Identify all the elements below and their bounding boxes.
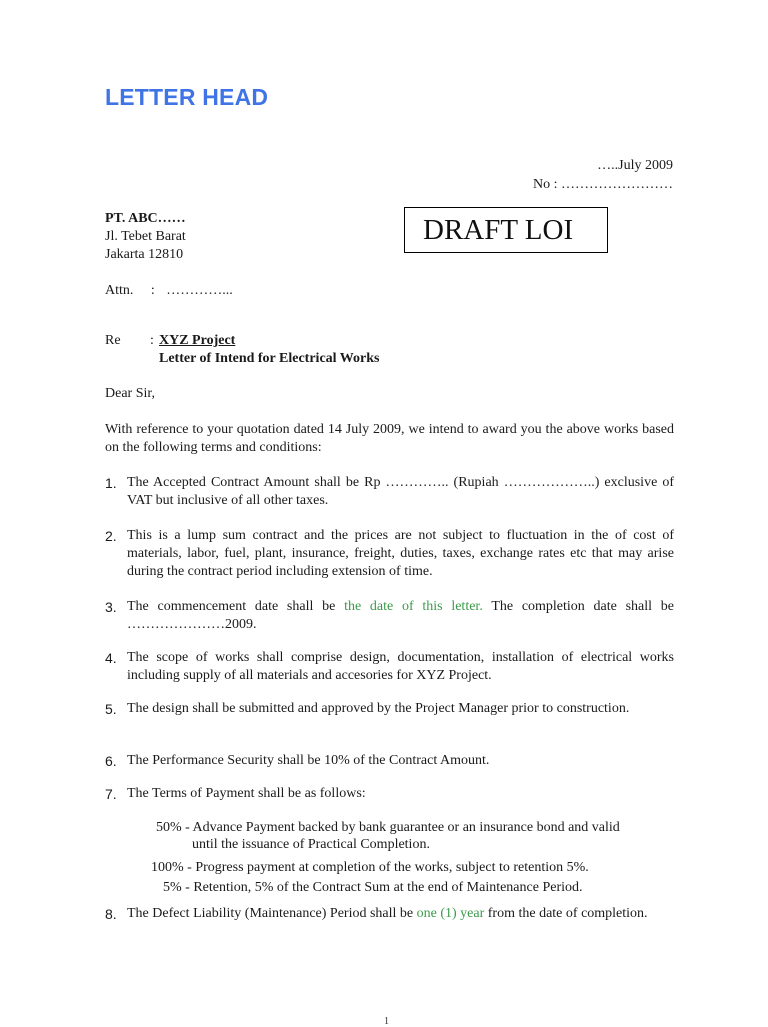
term-item-5	[105, 700, 674, 718]
term-text: The Accepted Contract Amount shall be Rp ………….. (Rupiah ………………..) exclusive of VAT but inclusive of all other taxes.	[127, 475, 674, 508]
number-line: No : ……………………	[533, 177, 673, 192]
term-number: 7.	[105, 786, 117, 802]
attention-line	[105, 283, 233, 299]
letterhead-title: LETTER HEAD	[105, 84, 269, 110]
attn-value: …………...	[166, 283, 233, 298]
term-item-3	[105, 598, 674, 634]
attn-separator: :	[150, 283, 155, 298]
term-item-2	[105, 527, 674, 581]
term-text: The design shall be submitted and approved by the Project Manager prior to construction.	[127, 701, 630, 716]
term-text-pre: The Defect Liability (Maintenance) Period shall be	[127, 906, 417, 921]
term-number: 1.	[105, 475, 117, 491]
term-text-pre: The commencement date shall be	[127, 599, 345, 614]
salutation: Dear Sir,	[105, 386, 155, 401]
term-text: The Terms of Payment shall be as follows:	[127, 786, 366, 801]
term-item-6	[105, 752, 674, 770]
payment-line-advance: 50% - Advance Payment backed by bank guarantee or an insurance bond and valid	[156, 820, 620, 835]
term-text	[127, 905, 674, 923]
term-number: 4.	[105, 650, 117, 666]
company-name: PT. ABC……	[105, 211, 186, 226]
term-text: The Performance Security shall be 10% of the Contract Amount.	[127, 753, 490, 768]
draft-stamp: DRAFT LOI	[404, 207, 608, 253]
date-line: …..July 2009	[597, 158, 673, 173]
re-separator: :	[150, 333, 154, 348]
term-item-8	[105, 905, 674, 923]
page-number: 1	[384, 1016, 389, 1027]
payment-line-progress: 100% - Progress payment at completion of the works, subject to retention 5%.	[151, 860, 589, 875]
term-text: This is a lump sum contract and the prices are not subject to fluctuation in the of cost of materials, labor, fuel, plant, insurance, freight, duties, taxes, exchange rates etc that may arise during the contract period including extension of time.	[127, 528, 674, 579]
intro-paragraph: With reference to your quotation dated 14 July 2009, we intend to award you the above works based on the following terms and conditions:	[105, 422, 674, 455]
term-number: 2.	[105, 528, 117, 544]
project-title: XYZ Project	[159, 333, 236, 348]
term-text	[127, 598, 674, 634]
payment-line-retention: 5% - Retention, 5% of the Contract Sum at the end of Maintenance Period.	[163, 880, 583, 895]
re-label: Re	[105, 333, 121, 348]
recipient-address	[105, 210, 186, 264]
term-item-7	[105, 785, 674, 803]
term-text-post: from the date of completion.	[484, 906, 648, 921]
term-number: 6.	[105, 753, 117, 769]
term-number: 3.	[105, 599, 117, 615]
street-line: Jl. Tebet Barat	[105, 229, 186, 244]
city-line: Jakarta 12810	[105, 247, 184, 262]
date-block	[533, 156, 673, 194]
term-highlight: one (1) year	[416, 906, 485, 921]
term-item-1	[105, 474, 674, 510]
subject-title: Letter of Intend for Electrical Works	[159, 351, 380, 366]
term-text: The scope of works shall comprise design, documentation, installation of electrical works including supply of all materials and accesories for XYZ Project.	[127, 650, 674, 683]
term-item-4	[105, 649, 674, 685]
payment-line-advance-cont: until the issuance of Practical Completion.	[192, 837, 430, 852]
term-number: 8.	[105, 906, 117, 922]
attn-label: Attn.	[105, 283, 134, 298]
term-highlight: the date of this letter.	[344, 599, 483, 614]
term-text-post: The completion date shall be …………………2009.	[127, 599, 674, 632]
term-number: 5.	[105, 701, 117, 717]
